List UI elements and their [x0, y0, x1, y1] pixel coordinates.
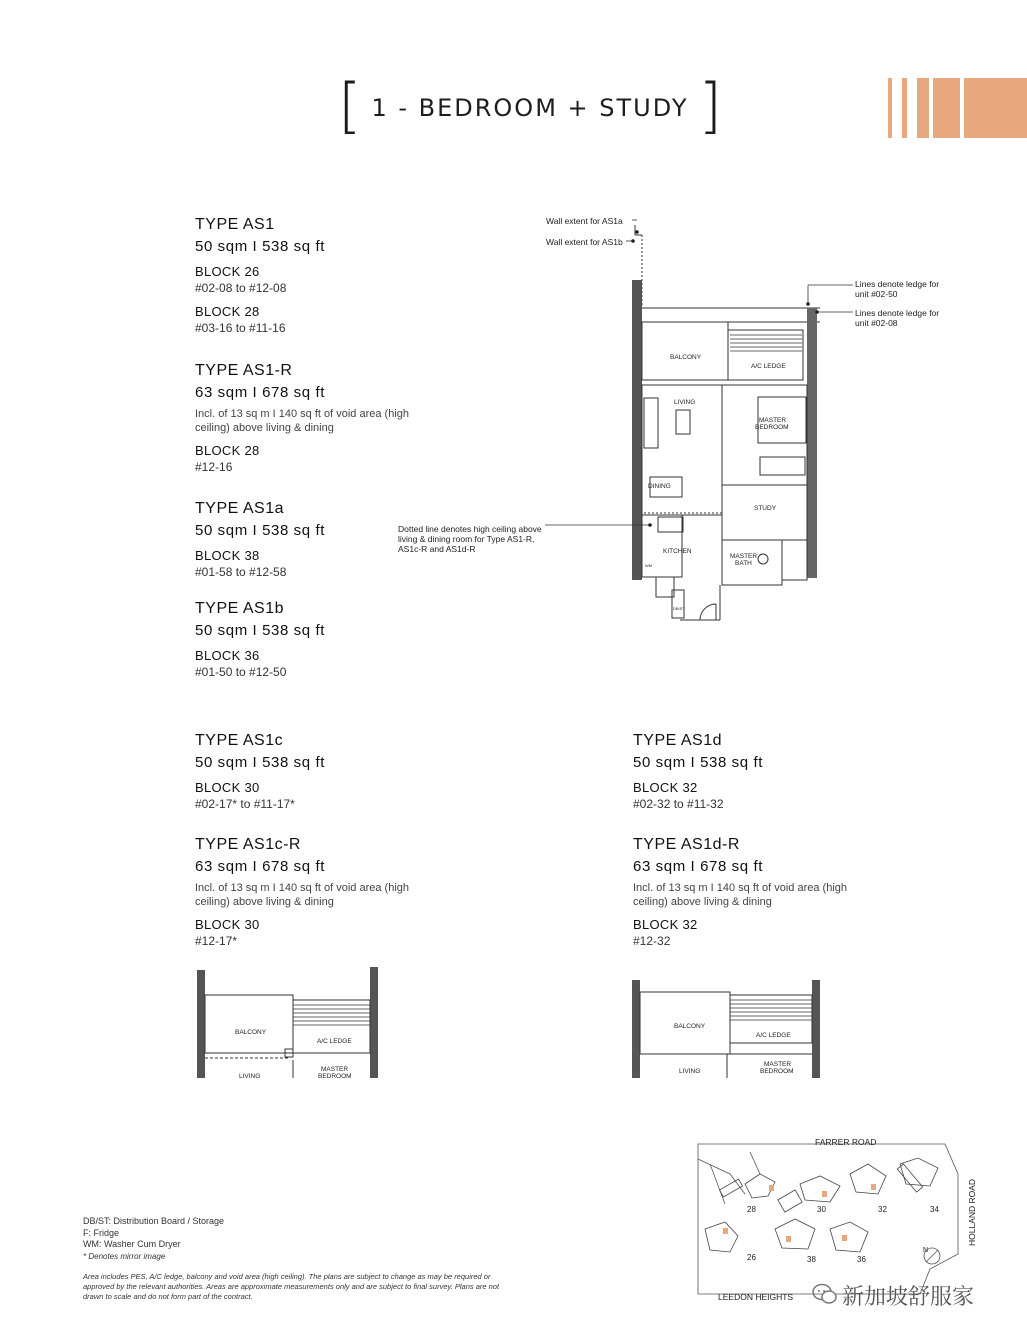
site-block-28: 28	[747, 1205, 756, 1214]
type-size: 50 sqm I 538 sq ft	[195, 522, 326, 539]
site-block-36: 36	[857, 1255, 866, 1264]
room-wm: WM	[645, 563, 653, 568]
room-kitchen: KITCHEN	[663, 548, 692, 555]
legend-mirror: * Denotes mirror image	[83, 1251, 166, 1261]
room-master-bedroom-line1: MASTER	[759, 417, 787, 424]
mini-plan-as1d	[630, 975, 825, 1080]
block-label: BLOCK 30	[195, 917, 260, 932]
mini-c-master-2: BEDROOM	[318, 1073, 352, 1080]
plan-callout-lines	[395, 215, 855, 535]
legend-wm: WM: Washer Cum Dryer	[83, 1239, 181, 1249]
type-size: 50 sqm I 538 sq ft	[633, 754, 764, 771]
site-block-32: 32	[878, 1205, 887, 1214]
unit-range: #12-32	[633, 934, 671, 948]
site-block-30: 30	[817, 1205, 826, 1214]
callout-dotted-line: Dotted line denotes high ceiling above living & dining room for Type AS1-R, AS1c-R and AS1d-R	[398, 524, 542, 554]
site-block-34: 34	[930, 1205, 939, 1214]
type-as1	[195, 216, 325, 335]
type-name: TYPE AS1-R	[195, 362, 293, 379]
type-as1b	[195, 600, 325, 679]
page-title	[338, 71, 722, 141]
type-size: 63 sqm I 678 sq ft	[195, 384, 326, 401]
unit-range: #03-16 to #11-16	[195, 321, 286, 335]
block-label: BLOCK 30	[195, 780, 260, 795]
void-area-note: Incl. of 13 sq m I 140 sq ft of void area (high ceiling) above living & dining	[195, 408, 410, 434]
unit-range: #12-16	[195, 460, 233, 474]
type-as1d-r	[633, 836, 853, 948]
room-living: LIVING	[674, 399, 696, 406]
mini-d-living: LIVING	[679, 1068, 701, 1075]
watermark-text: 新加坡舒服家	[842, 1285, 975, 1310]
room-dbst: DB/ST	[673, 606, 685, 611]
unit-range: #01-50 to #12-50	[195, 665, 287, 679]
void-area-note: Incl. of 13 sq m I 140 sq ft of void area (high ceiling) above living & dining	[195, 882, 410, 908]
unit-range: #01-58 to #12-58	[195, 565, 287, 579]
callout-wall-extent-as1a: Wall extent for AS1a	[546, 216, 623, 226]
block-label: BLOCK 32	[633, 780, 698, 795]
wechat-icon	[812, 1282, 838, 1306]
type-name: TYPE AS1b	[195, 600, 284, 617]
site-block-26: 26	[747, 1253, 756, 1262]
room-dining: DINING	[648, 483, 671, 490]
site-block-38: 38	[807, 1255, 816, 1264]
callout-ledge-0208: Lines denote ledge for unit #02-08	[855, 308, 940, 328]
type-name: TYPE AS1d	[633, 732, 722, 749]
mini-d-balcony: BALCONY	[674, 1023, 706, 1030]
type-name: TYPE AS1c	[195, 732, 284, 749]
type-size: 50 sqm I 538 sq ft	[195, 238, 326, 255]
room-study: STUDY	[754, 505, 777, 512]
type-as1d	[633, 732, 763, 811]
road-holland: HOLLAND ROAD	[967, 1178, 977, 1246]
type-as1c	[195, 732, 325, 811]
type-size: 50 sqm I 538 sq ft	[195, 622, 326, 639]
title-text: 1 - BEDROOM + STUDY	[371, 94, 689, 122]
room-master-bedroom-line2: BEDROOM	[755, 424, 789, 431]
mini-d-ac-ledge: A/C LEDGE	[756, 1032, 791, 1039]
disclaimer: Area includes PES, A/C ledge, balcony and void area (high ceiling). The plans are subject to change as may be required or approved by the relevant authorities. Areas are approximate measurements only and are subject to final survey. Plans are not drawn to scale and do not form part of the contract.	[83, 1272, 500, 1301]
type-name: TYPE AS1	[195, 216, 275, 233]
type-size: 63 sqm I 678 sq ft	[633, 858, 764, 875]
type-name: TYPE AS1d-R	[633, 836, 740, 853]
decorative-bars	[888, 78, 1027, 138]
callout-ledge-0250: Lines denote ledge for unit #02-50	[855, 279, 940, 299]
block-label: BLOCK 26	[195, 264, 260, 279]
unit-range: #02-17* to #11-17*	[195, 797, 295, 811]
room-ac-ledge: A/C LEDGE	[751, 363, 786, 370]
block-label: BLOCK 32	[633, 917, 698, 932]
legend-fridge: F: Fridge	[83, 1227, 120, 1238]
mini-c-master-1: MASTER	[321, 1066, 349, 1073]
room-master-bath-line2: BATH	[735, 560, 752, 567]
room-balcony: BALCONY	[670, 354, 702, 361]
north-arrow-label: N	[923, 1247, 929, 1254]
block-label: BLOCK 28	[195, 304, 260, 319]
watermark	[812, 1280, 1002, 1310]
road-farrer: FARRER ROAD	[815, 1137, 877, 1147]
road-leedon: LEEDON HEIGHTS	[718, 1292, 794, 1302]
block-label: BLOCK 38	[195, 548, 260, 563]
legend	[83, 1216, 224, 1262]
mini-c-living: LIVING	[239, 1073, 261, 1080]
type-as1a	[195, 500, 325, 579]
type-as1c-r	[195, 836, 415, 948]
type-name: TYPE AS1c-R	[195, 836, 301, 853]
unit-range: #02-32 to #11-32	[633, 797, 724, 811]
type-as1-r	[195, 362, 415, 474]
mini-c-ac-ledge: A/C LEDGE	[317, 1038, 352, 1045]
mini-plan-as1c	[193, 965, 383, 1080]
title-bracket-left: [	[338, 71, 362, 141]
legend-dbst: DB/ST: Distribution Board / Storage	[83, 1216, 225, 1226]
mini-d-master-1: MASTER	[764, 1061, 792, 1068]
block-label: BLOCK 28	[195, 443, 260, 458]
void-area-note: Incl. of 13 sq m I 140 sq ft of void area (high ceiling) above living & dining	[633, 882, 848, 908]
title-bracket-right: ]	[698, 71, 722, 141]
type-size: 63 sqm I 678 sq ft	[195, 858, 326, 875]
mini-c-balcony: BALCONY	[235, 1029, 267, 1036]
mini-d-master-2: BEDROOM	[760, 1068, 794, 1075]
type-name: TYPE AS1a	[195, 500, 284, 517]
block-label: BLOCK 36	[195, 648, 260, 663]
room-master-bath-line1: MASTER	[730, 553, 758, 560]
unit-range: #02-08 to #12-08	[195, 281, 287, 295]
unit-range: #12-17*	[195, 934, 238, 948]
type-size: 50 sqm I 538 sq ft	[195, 754, 326, 771]
callout-wall-extent-as1b: Wall extent for AS1b	[546, 237, 623, 247]
